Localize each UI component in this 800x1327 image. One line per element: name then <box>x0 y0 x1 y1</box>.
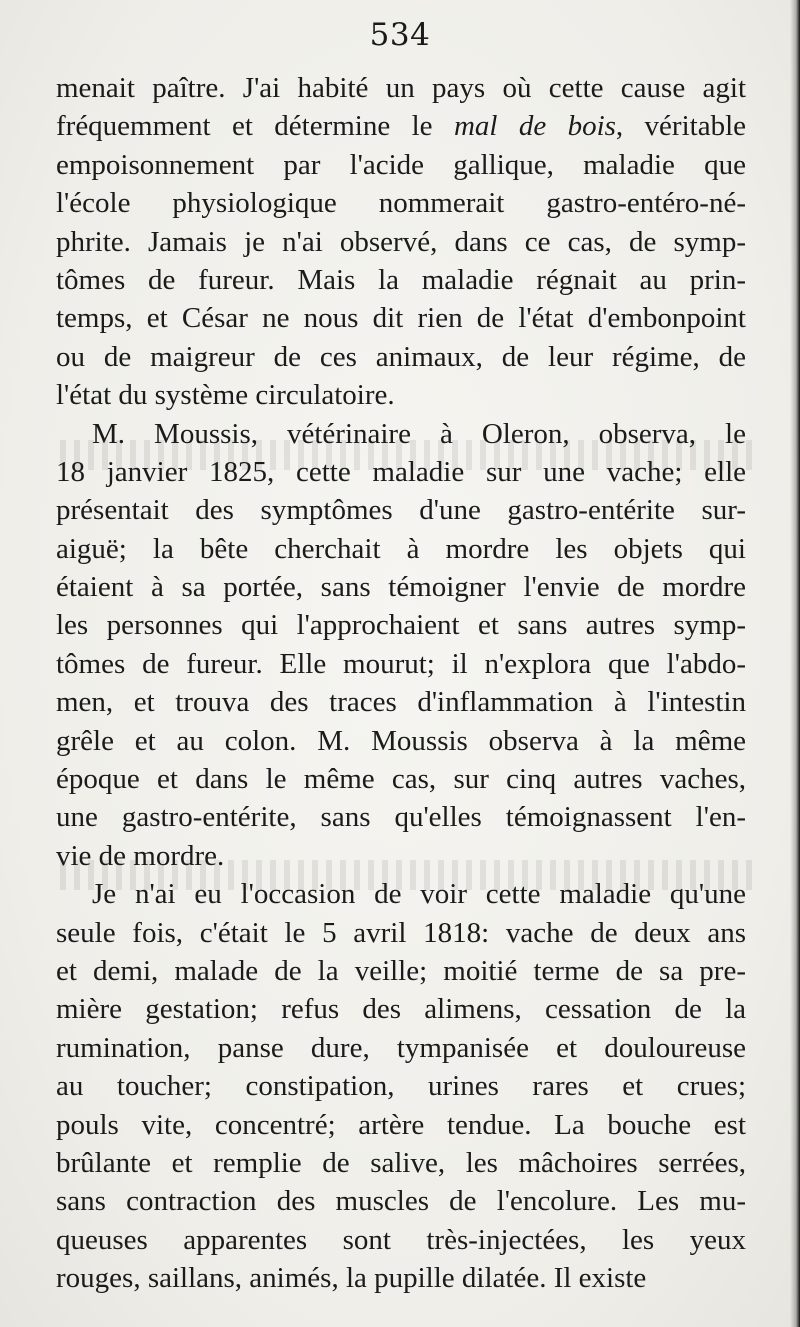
text-line: mière gestation; refus des alimens, cessation de la <box>56 993 746 1026</box>
body-text <box>56 69 746 1298</box>
text-line: temps, et César ne nous dit rien de l'état d'embonpoint <box>56 302 746 335</box>
text-line: et demi, malade de la veille; moitié terme de sa pre- <box>56 954 746 987</box>
text-line: rumination, panse dure, tympanisée et douloureuse <box>56 1031 746 1064</box>
text-line: empoisonnement par l'acide gallique, maladie que <box>56 148 746 181</box>
text-line: les personnes qui l'approchaient et sans autres symp- <box>56 609 746 642</box>
italic-term: mal de bois <box>453 110 616 143</box>
text-line: aiguë; la bête cherchait à mordre les objets qui <box>56 532 746 565</box>
text-line: une gastro-entérite, sans qu'elles témoignassent l'en- <box>56 801 746 834</box>
text-line: étaient à sa portée, sans témoigner l'envie de mordre <box>56 571 746 604</box>
text-line: époque et dans le même cas, sur cinq autres vaches, <box>56 763 746 796</box>
text-line: tômes de fureur. Elle mourut; il n'explora que l'abdo- <box>56 647 746 680</box>
paragraph <box>56 69 746 415</box>
page-number: 534 <box>369 17 431 53</box>
text-line: queuses apparentes sont très-injectées, les yeux <box>56 1223 746 1256</box>
text-line: présentait des symptômes d'une gastro-entérite sur- <box>56 494 746 527</box>
text-line: tômes de fureur. Mais la maladie régnait au prin- <box>56 263 746 296</box>
paragraph <box>56 875 746 1297</box>
text-line: 18 janvier 1825, cette maladie sur une vache; elle <box>56 455 746 488</box>
text-line: grêle et au colon. M. Moussis observa à la même <box>56 724 746 757</box>
text-line: brûlante et remplie de salive, les mâchoires serrées, <box>56 1146 746 1179</box>
text-line: phrite. Jamais je n'ai observé, dans ce cas, de symp- <box>56 225 746 258</box>
text-line: fréquemment et détermine le mal de bois, véritable <box>56 110 746 143</box>
text-line: au toucher; constipation, urines rares et crues; <box>56 1070 746 1103</box>
text-line: menait paître. J'ai habité un pays où cette cause agit <box>56 72 746 104</box>
text-line: sans contraction des muscles de l'encolure. Les mu- <box>56 1185 746 1218</box>
text-line: Je n'ai eu l'occasion de voir cette maladie qu'une <box>92 878 746 911</box>
text-line: M. Moussis, vétérinaire à Oleron, observa, le <box>92 417 746 450</box>
page-edge-shadow <box>790 0 800 1327</box>
paragraph <box>56 415 746 876</box>
text-line: rouges, saillans, animés, la pupille dilatée. Il existe <box>56 1262 647 1295</box>
text-line: ou de maigreur de ces animaux, de leur régime, de <box>56 340 746 373</box>
text-line: l'état du système circulatoire. <box>56 379 395 412</box>
text-line: l'école physiologique nommerait gastro-entéro-né- <box>56 187 746 220</box>
text-line: vie de mordre. <box>56 839 225 872</box>
text-line: seule fois, c'était le 5 avril 1818: vache de deux ans <box>56 916 746 949</box>
text-line: men, et trouva des traces d'inflammation à l'intestin <box>56 686 746 719</box>
text-line: pouls vite, concentré; artère tendue. La bouche est <box>56 1108 746 1141</box>
